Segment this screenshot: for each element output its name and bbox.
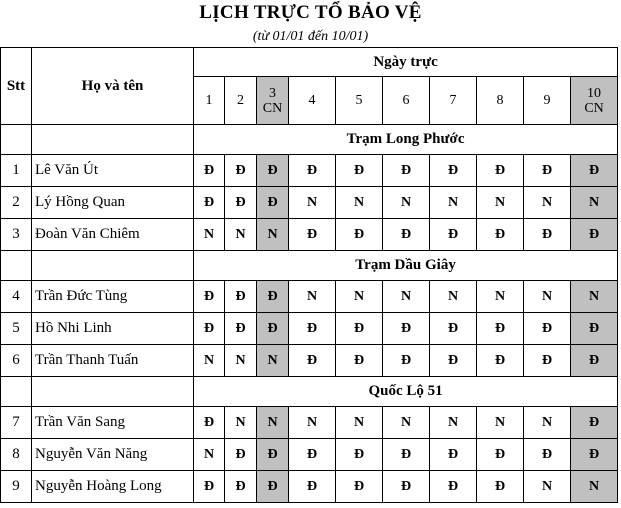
name-cell: Trần Đức Tùng <box>32 281 194 313</box>
table-row <box>1 345 618 377</box>
stt-cell: 9 <box>1 471 32 503</box>
duty-cell: Đ <box>430 313 477 345</box>
duty-cell: N <box>257 219 289 251</box>
stt-cell: 7 <box>1 407 32 439</box>
blank-cell <box>1 377 32 407</box>
duty-cell: Đ <box>336 345 383 377</box>
blank-cell <box>32 251 194 281</box>
duty-cell: Đ <box>571 313 618 345</box>
day-header-3 <box>257 77 289 125</box>
duty-cell: Đ <box>225 187 257 219</box>
page-title: LỊCH TRỰC TỔ BẢO VỆ <box>199 2 422 23</box>
duty-cell: N <box>571 281 618 313</box>
day-header-4 <box>289 77 336 125</box>
stt-cell: 4 <box>1 281 32 313</box>
stt-cell: 3 <box>1 219 32 251</box>
duty-cell: Đ <box>225 155 257 187</box>
header-row <box>1 48 618 77</box>
day-header-6 <box>383 77 430 125</box>
duty-cell: N <box>430 281 477 313</box>
duty-cell: Đ <box>430 439 477 471</box>
name-cell: Lý Hồng Quan <box>32 187 194 219</box>
sunday-label: CN <box>262 100 283 116</box>
duty-cell: N <box>524 407 571 439</box>
day-number: 6 <box>402 93 410 108</box>
day-header-5 <box>336 77 383 125</box>
duty-cell: Đ <box>430 155 477 187</box>
duty-cell: Đ <box>571 219 618 251</box>
duty-cell: Đ <box>289 439 336 471</box>
day-number: 2 <box>237 93 244 108</box>
duty-cell: N <box>524 281 571 313</box>
name-cell: Đoàn Văn Chiêm <box>32 219 194 251</box>
duty-cell: N <box>225 219 257 251</box>
duty-cell: N <box>571 187 618 219</box>
duty-cell: N <box>225 345 257 377</box>
duty-cell: Đ <box>524 219 571 251</box>
duty-cell: Đ <box>289 345 336 377</box>
duty-cell: Đ <box>524 439 571 471</box>
day-header-8 <box>477 77 524 125</box>
duty-cell: Đ <box>336 219 383 251</box>
duty-cell: N <box>257 345 289 377</box>
station-row <box>1 377 618 407</box>
duty-cell: Đ <box>477 439 524 471</box>
station-name: Trạm Dầu Giây <box>194 251 618 281</box>
duty-cell: Đ <box>477 471 524 503</box>
duty-cell: Đ <box>336 471 383 503</box>
duty-cell: N <box>336 407 383 439</box>
duty-cell: Đ <box>194 471 225 503</box>
day-header-7 <box>430 77 477 125</box>
table-row <box>1 219 618 251</box>
day-number: 1 <box>205 93 213 108</box>
station-name: Trạm Long Phước <box>194 125 618 155</box>
duty-cell: N <box>383 281 430 313</box>
blank-cell <box>1 125 32 155</box>
day-number: 7 <box>449 93 457 108</box>
duty-cell: Đ <box>257 471 289 503</box>
table-row <box>1 471 618 503</box>
station-name: Quốc Lộ 51 <box>194 377 618 407</box>
duty-cell: Đ <box>430 345 477 377</box>
duty-cell: N <box>571 471 618 503</box>
duty-cell: Đ <box>571 155 618 187</box>
day-header-1 <box>194 77 225 125</box>
duty-cell: Đ <box>194 155 225 187</box>
duty-cell: Đ <box>571 345 618 377</box>
duty-cell: Đ <box>194 313 225 345</box>
duty-cell: Đ <box>383 471 430 503</box>
duty-cell: Đ <box>477 155 524 187</box>
day-number: 9 <box>543 93 551 108</box>
duty-days-group-header: Ngày trực <box>194 48 618 77</box>
duty-cell: Đ <box>257 439 289 471</box>
duty-cell: Đ <box>524 345 571 377</box>
name-cell: Trần Văn Sang <box>32 407 194 439</box>
day-number: 5 <box>355 93 363 108</box>
day-number: 10 <box>587 85 602 101</box>
duty-cell: Đ <box>257 313 289 345</box>
stt-column-header: Stt <box>1 48 32 125</box>
duty-cell: Đ <box>336 313 383 345</box>
duty-cell: Đ <box>524 313 571 345</box>
duty-cell: Đ <box>257 281 289 313</box>
duty-cell: Đ <box>194 407 225 439</box>
table-row <box>1 155 618 187</box>
duty-cell: Đ <box>194 281 225 313</box>
day-header-2 <box>225 77 257 125</box>
day-number: 3 <box>269 85 276 101</box>
duty-cell: N <box>194 439 225 471</box>
table-row <box>1 187 618 219</box>
sunday-label: CN <box>584 100 604 116</box>
duty-cell: N <box>194 345 225 377</box>
duty-cell: Đ <box>225 439 257 471</box>
duty-cell: Đ <box>383 439 430 471</box>
duty-cell: Đ <box>336 155 383 187</box>
blank-cell <box>32 377 194 407</box>
duty-cell: Đ <box>289 313 336 345</box>
duty-cell: N <box>336 281 383 313</box>
duty-cell: Đ <box>289 219 336 251</box>
duty-cell: Đ <box>477 313 524 345</box>
duty-cell: Đ <box>383 219 430 251</box>
duty-cell: Đ <box>383 345 430 377</box>
day-number: 8 <box>496 93 504 108</box>
duty-cell: N <box>477 407 524 439</box>
name-cell: Nguyễn Văn Năng <box>32 439 194 471</box>
duty-cell: Đ <box>225 471 257 503</box>
stt-cell: 6 <box>1 345 32 377</box>
table-row <box>1 281 618 313</box>
stt-cell: 5 <box>1 313 32 345</box>
name-cell: Hồ Nhi Linh <box>32 313 194 345</box>
station-row <box>1 251 618 281</box>
duty-cell: N <box>194 219 225 251</box>
duty-cell: N <box>289 281 336 313</box>
duty-cell: N <box>477 187 524 219</box>
duty-cell: N <box>477 281 524 313</box>
station-row <box>1 125 618 155</box>
duty-cell: Đ <box>383 155 430 187</box>
stt-cell: 1 <box>1 155 32 187</box>
table-row <box>1 439 618 471</box>
blank-cell <box>1 251 32 281</box>
duty-cell: Đ <box>571 439 618 471</box>
table-row <box>1 313 618 345</box>
duty-cell: Đ <box>289 471 336 503</box>
duty-cell: N <box>524 471 571 503</box>
duty-cell: Đ <box>477 219 524 251</box>
name-cell: Lê Văn Út <box>32 155 194 187</box>
duty-cell: Đ <box>257 155 289 187</box>
duty-cell: N <box>383 187 430 219</box>
duty-cell: Đ <box>383 313 430 345</box>
duty-cell: N <box>524 187 571 219</box>
duty-cell: N <box>430 407 477 439</box>
blank-cell <box>32 125 194 155</box>
duty-cell: Đ <box>477 345 524 377</box>
day-number: 4 <box>308 93 316 108</box>
duty-cell: N <box>336 187 383 219</box>
duty-cell: Đ <box>225 281 257 313</box>
name-column-header: Họ và tên <box>32 48 194 125</box>
duty-cell: N <box>430 187 477 219</box>
name-cell: Trần Thanh Tuấn <box>32 345 194 377</box>
duty-cell: Đ <box>257 187 289 219</box>
day-header-9 <box>524 77 571 125</box>
duty-cell: Đ <box>289 155 336 187</box>
duty-cell: Đ <box>430 471 477 503</box>
duty-cell: N <box>289 187 336 219</box>
duty-cell: Đ <box>571 407 618 439</box>
date-range-subtitle: (từ 01/01 đến 10/01) <box>252 29 369 44</box>
stt-cell: 8 <box>1 439 32 471</box>
duty-cell: N <box>225 407 257 439</box>
duty-cell: Đ <box>524 155 571 187</box>
table-row <box>1 407 618 439</box>
stt-cell: 2 <box>1 187 32 219</box>
day-header-10 <box>571 77 618 125</box>
duty-cell: N <box>257 407 289 439</box>
duty-cell: Đ <box>336 439 383 471</box>
duty-cell: N <box>383 407 430 439</box>
duty-cell: Đ <box>194 187 225 219</box>
duty-schedule-table <box>0 47 618 503</box>
name-cell: Nguyễn Hoàng Long <box>32 471 194 503</box>
duty-cell: N <box>289 407 336 439</box>
duty-cell: Đ <box>430 219 477 251</box>
duty-cell: Đ <box>225 313 257 345</box>
